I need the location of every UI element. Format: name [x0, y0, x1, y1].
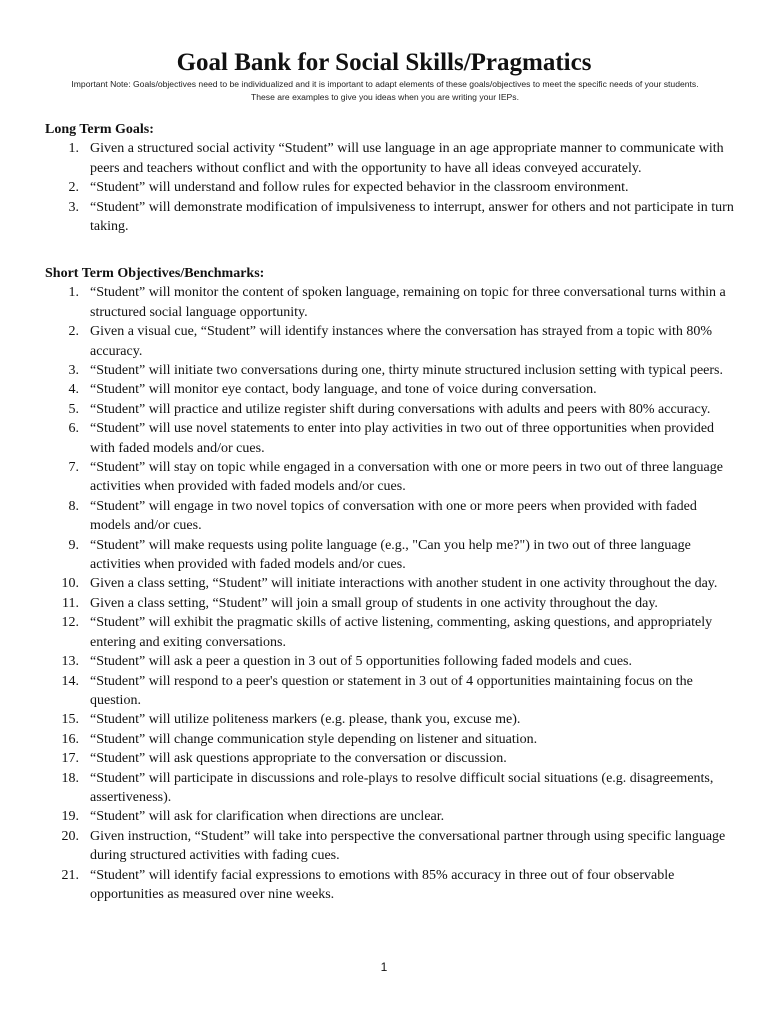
objective-item	[45, 380, 735, 399]
long-term-goals-heading: Long Term Goals:	[45, 122, 154, 137]
item-text: “Student” will identify facial expressions to emotions with 85% accuracy in three out of four observable opportunities as measured over nine weeks.	[90, 867, 675, 902]
important-note: Important Note: Goals/objectives need to be individualized and it is important to adapt elements of these goals/objectives to meet the specific needs of your students. These are examples to give you ideas when you are writing your IEPs.	[71, 79, 699, 102]
item-number: 8.	[68, 498, 79, 514]
objective-item	[45, 672, 735, 711]
item-text: “Student” will monitor the content of spoken language, remaining on topic for three conversational turns within a structured social language opportunity.	[90, 285, 726, 320]
item-text: “Student” will ask a peer a question in 3 out of 5 opportunities following faded models and cues.	[90, 654, 632, 670]
item-text: “Student” will initiate two conversations during one, thirty minute structured inclusion setting with typical peers.	[90, 363, 723, 379]
objective-item	[45, 749, 735, 768]
item-number: 13.	[61, 654, 79, 670]
item-number: 5.	[68, 401, 79, 417]
item-text: “Student” will utilize politeness markers (e.g. please, thank you, excuse me).	[90, 712, 521, 728]
item-number: 1.	[68, 285, 79, 301]
objective-item	[45, 730, 735, 749]
item-number: 17.	[61, 751, 79, 767]
item-text: “Student” will participate in discussions and role-plays to resolve difficult social situations (e.g. disagreements, assertiveness).	[90, 770, 714, 805]
item-number: 2.	[68, 180, 79, 196]
short-term-objectives-heading: Short Term Objectives/Benchmarks:	[45, 266, 265, 281]
long-term-goals-section	[45, 120, 735, 236]
item-text: “Student” will demonstrate modification of impulsiveness to interrupt, answer for others and not participate in turn taking.	[90, 199, 734, 235]
goal-item	[45, 178, 735, 197]
item-number: 11.	[62, 595, 79, 611]
objective-item	[45, 458, 735, 497]
item-text: “Student” will exhibit the pragmatic skills of active listening, commenting, asking questions, and appropriately entering and exiting conversations.	[90, 615, 713, 650]
item-number: 12.	[61, 615, 79, 631]
item-text: “Student” will engage in two novel topics of conversation with one or more peers when provided with faded models and/or cues.	[90, 498, 697, 534]
item-text: “Student” will stay on topic while engaged in a conversation with one or more peers in two out of three language activities when provided with faded models and/or cues.	[90, 460, 723, 495]
page-number: 1	[380, 960, 388, 974]
item-number: 10.	[61, 576, 79, 592]
item-text: Given a structured social activity “Student” will use language in an age appropriate manner to communicate with peers and teachers without conflict and with the opportunity to have all ideas conveyed accurately.	[90, 141, 724, 176]
objective-item	[45, 827, 735, 866]
objective-item	[45, 419, 735, 458]
item-number: 1.	[68, 141, 79, 157]
item-text: “Student” will use novel statements to enter into play activities in two out of three opportunities when provided with faded models and/or cues.	[90, 421, 715, 456]
item-text: “Student” will make requests using polite language (e.g., "Can you help me?") in two out of three language activities when provided with faded models and/or cues.	[90, 537, 691, 573]
objective-item	[45, 536, 735, 575]
item-number: 6.	[68, 421, 79, 437]
item-number: 3.	[68, 199, 79, 215]
short-term-objectives-section	[45, 264, 735, 904]
page-title: Goal Bank for Social Skills/Pragmatics	[176, 49, 592, 76]
item-number: 14.	[61, 673, 79, 689]
objective-item	[45, 594, 735, 613]
item-text: Given a class setting, “Student” will initiate interactions with another student in one activity throughout the day.	[90, 576, 718, 592]
long-term-goals-list	[45, 139, 735, 236]
item-number: 19.	[61, 809, 79, 825]
objective-item	[45, 574, 735, 593]
objective-item	[45, 652, 735, 671]
objective-item	[45, 769, 735, 808]
item-text: “Student” will monitor eye contact, body language, and tone of voice during conversation.	[90, 382, 597, 398]
item-text: “Student” will understand and follow rules for expected behavior in the classroom environment.	[90, 180, 629, 196]
item-text: “Student” will respond to a peer's question or statement in 3 out of 4 opportunities maintaining focus on the question.	[90, 673, 693, 708]
objective-item	[45, 497, 735, 536]
goal-item	[45, 198, 735, 237]
objective-item	[45, 361, 735, 380]
item-number: 16.	[61, 731, 79, 747]
item-text: “Student” will change communication style depending on listener and situation.	[90, 731, 538, 747]
item-number: 21.	[61, 867, 79, 883]
goal-item	[45, 139, 735, 178]
objective-item	[45, 400, 735, 419]
short-term-objectives-list	[45, 283, 735, 904]
objective-item	[45, 866, 735, 905]
item-number: 9.	[68, 537, 79, 553]
item-number: 2.	[68, 324, 79, 340]
item-number: 7.	[68, 460, 79, 476]
item-text: Given instruction, “Student” will take into perspective the conversational partner through using specific language during structured activities with fading cues.	[90, 828, 726, 864]
objective-item	[45, 807, 735, 826]
objective-item	[45, 710, 735, 729]
objective-item	[45, 613, 735, 652]
item-text: “Student” will ask for clarification when directions are unclear.	[90, 809, 445, 825]
item-number: 4.	[68, 382, 79, 398]
item-number: 3.	[68, 363, 79, 379]
item-number: 15.	[61, 712, 79, 728]
item-text: “Student” will practice and utilize register shift during conversations with adults and peers with 80% accuracy.	[90, 401, 711, 417]
objective-item	[45, 322, 735, 361]
objective-item	[45, 283, 735, 322]
item-number: 20.	[61, 828, 79, 844]
item-text: Given a visual cue, “Student” will identify instances where the conversation has strayed from a topic with 80% accuracy.	[90, 324, 713, 359]
item-number: 18.	[61, 770, 79, 786]
item-text: Given a class setting, “Student” will join a small group of students in one activity throughout the day.	[90, 595, 658, 611]
item-text: “Student” will ask questions appropriate to the conversation or discussion.	[90, 751, 507, 767]
